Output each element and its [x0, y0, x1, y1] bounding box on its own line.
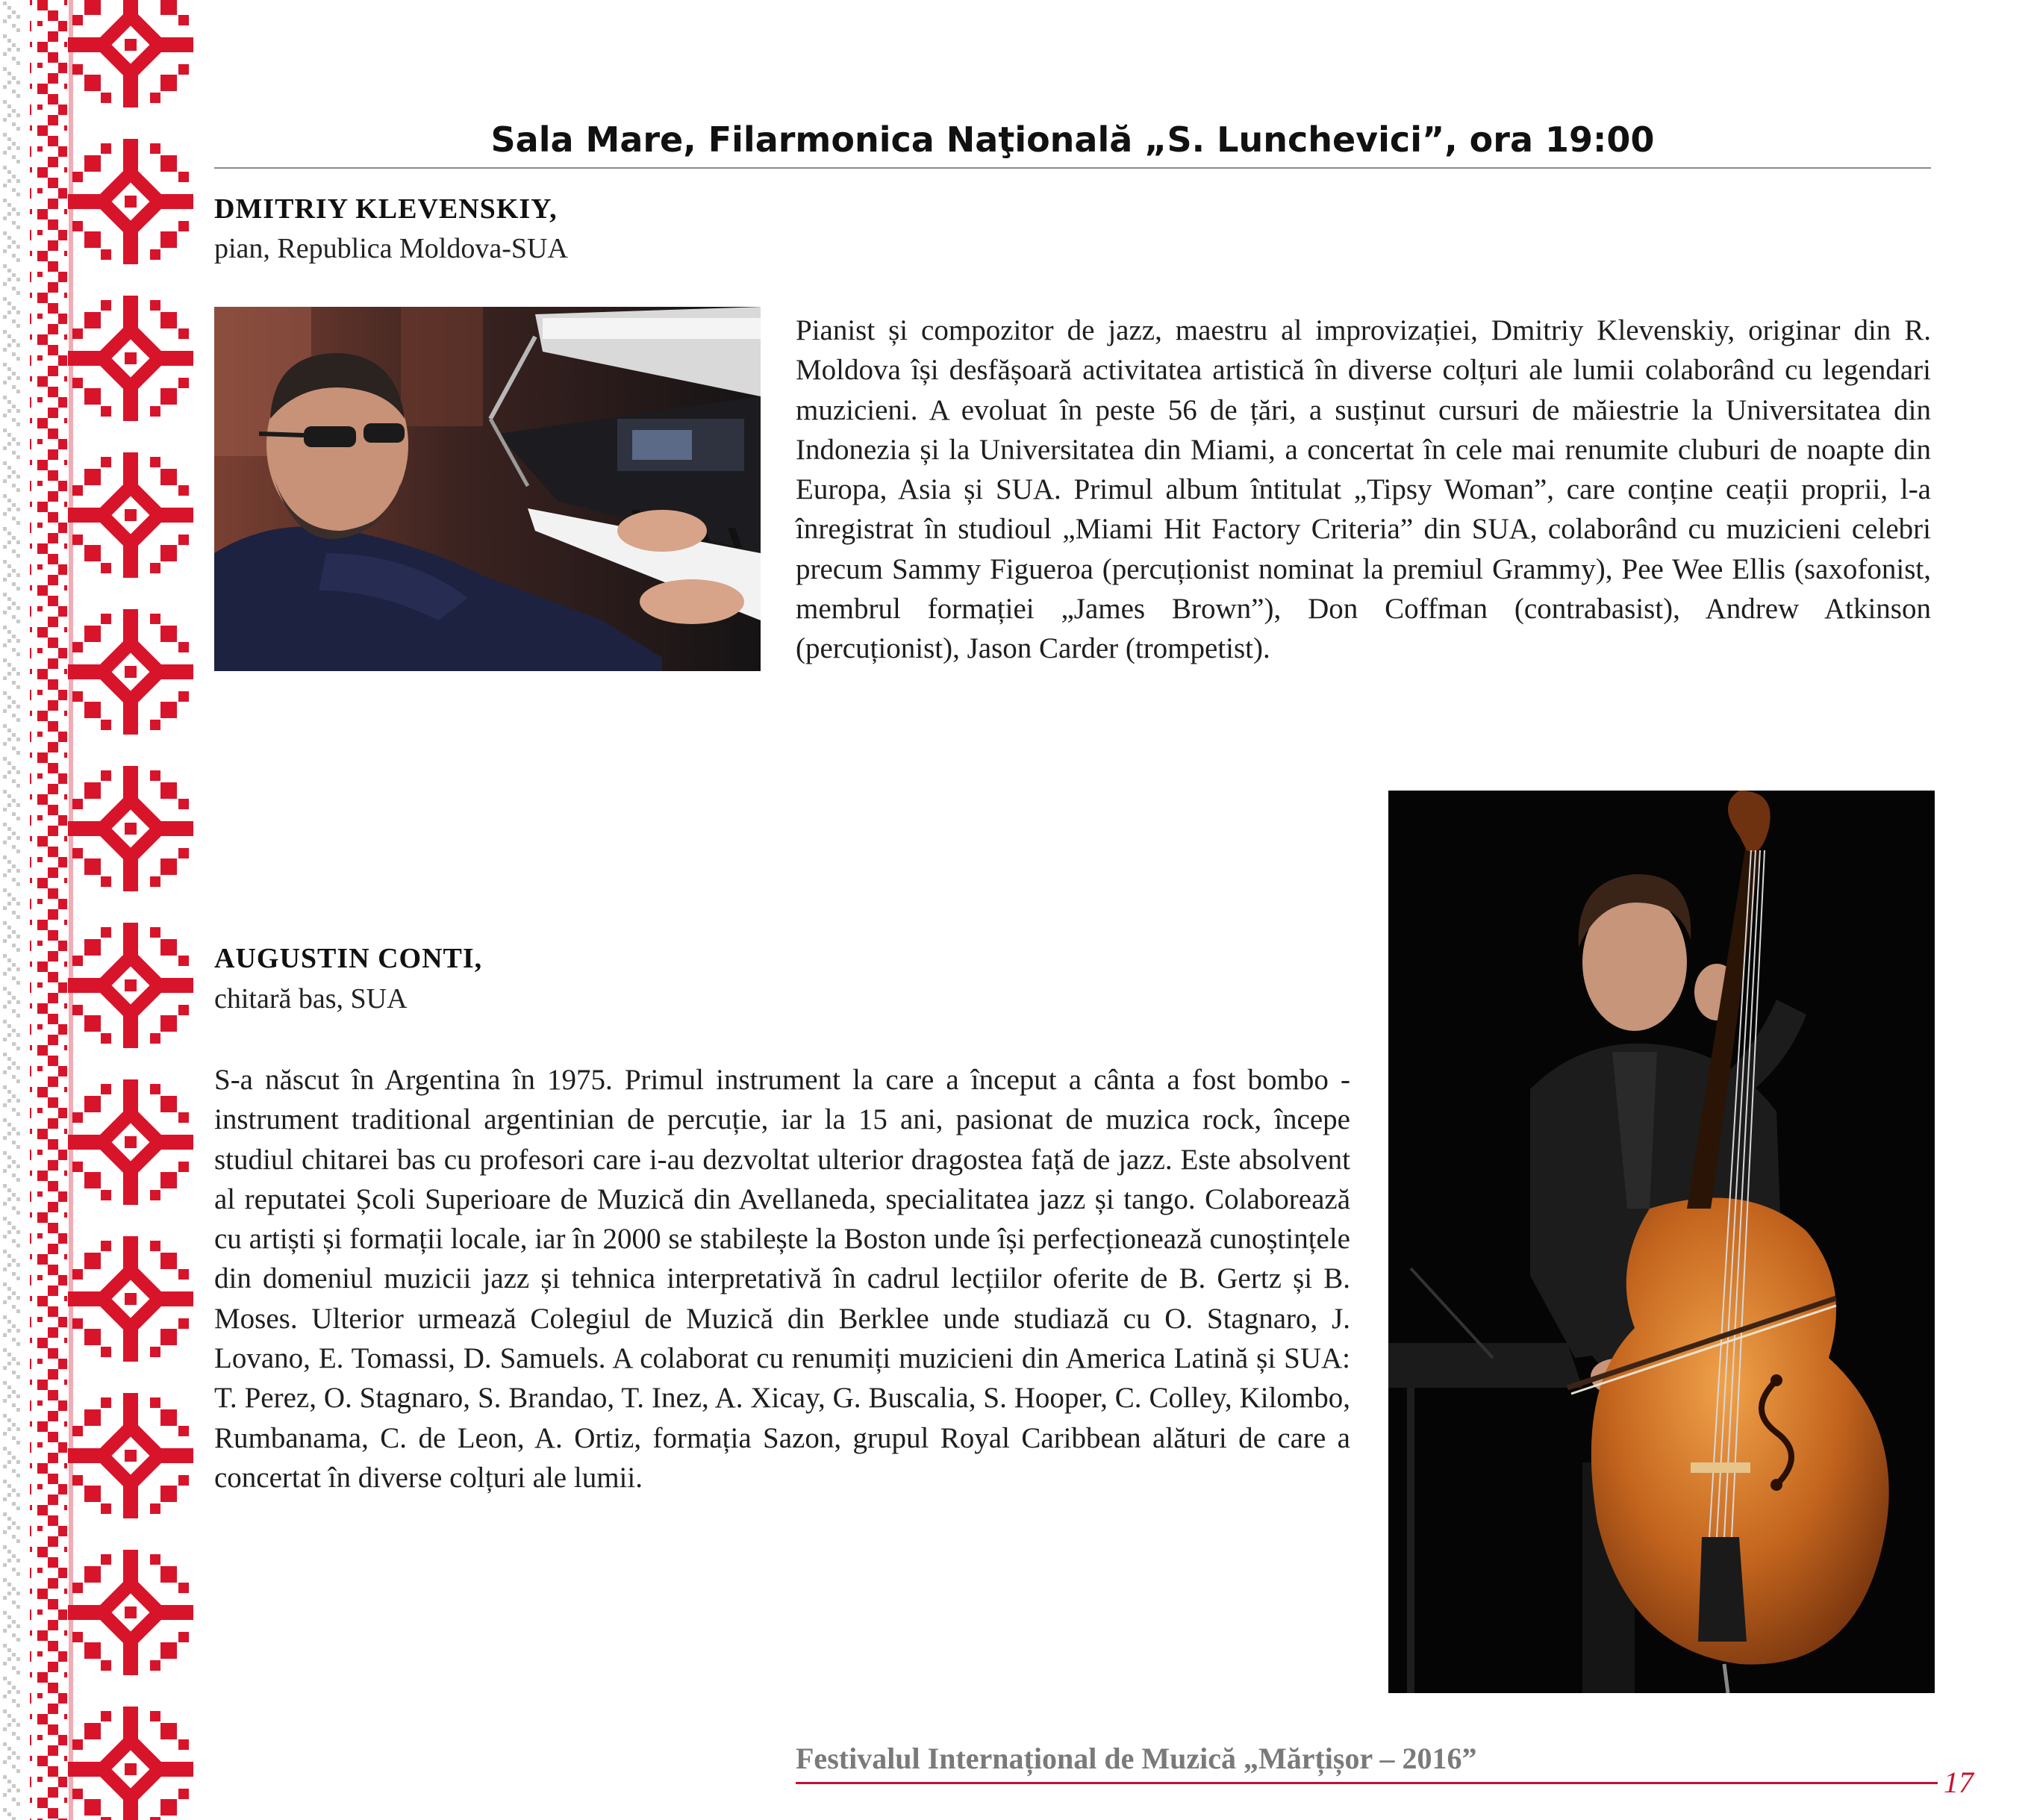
page-title: Sala Mare, Filarmonica Naţională „S. Lunchevici”, ora 19:00: [490, 119, 1655, 160]
title-divider: [214, 167, 1931, 169]
artist-role-klevenskiy: pian, Republica Moldova-SUA: [214, 233, 568, 264]
artist-bio-conti: S-a născut în Argentina în 1975. Primul instrument la care a început a cânta a fost bombo -instrument traditional argentinian de percuție, iar la 15 ani, pasionat de muzica rock, începe studiul chitarei bas cu profesori care i-au dezvoltat ulterior dragostea față de jazz. Este absolvent al reputatei Școli Superioare de Muzică din Avellaneda, specialitatea jazz și tango. Colaborează cu artiști și formații locale, iar în 2000 se stabilește la Boston unde își perfecționează cunoștințele din domeniul muzicii jazz și tehnica interpretativă în cadrul lecțiilor oferite de B. Gertz și B. Moses. Ulterior urmează Colegiul de Muzică din Berklee unde studiază cu O. Stagnaro, J. Lovano, E. Tomassi, D. Samuels. A colaborat cu renumiți muzicieni din America Latină și SUA: T. Perez, O. Stagnaro, S. Brandao, T. Inez, A. Xicay, G. Buscalia, S. Hooper, C. Colley, Kilombo, Rumbanama, C. de Leon, A. Ortiz, formația Sazon, grupul Royal Caribbean alături de care a concertat în diverse colțuri ale lumii.: [214, 1064, 1350, 1494]
artist-role-conti: chitară bas, SUA: [214, 983, 408, 1015]
artist-name-conti: AUGUSTIN CONTI,: [214, 943, 483, 974]
artist-name-klevenskiy: DMITRIY KLEVENSKIY,: [214, 193, 558, 225]
festival-footer: Festivalul Internațional de Muzică „Mărțișor – 2016”: [796, 1742, 1477, 1775]
footer-divider: [796, 1782, 1938, 1784]
page-number: 17: [1944, 1766, 1974, 1799]
photo-pianist: [214, 307, 761, 671]
embroidery-border: [0, 0, 202, 1820]
artist-bio-klevenskiy: Pianist și compozitor de jazz, maestru al improvizației, Dmitriy Klevenskiy, originar din R. Moldova își desfășoară activitatea artistică în diverse colțuri ale lumii colaborând cu legendari muzicieni. A evoluat în peste 56 de țări, a susținut cursuri de măiestrie la Universitatea din Indonezia și la Universitatea din Miami, a concertat în cele mai renumite cluburi de noapte din Europa, Asia și SUA. Primul album întitulat „Tipsy Woman”, care conține ceații proprii, l-a înregistrat în studioul „Miami Hit Factory Criteria” din SUA, colaborând cu muzicieni celebri precum Sammy Figueroa (percuționist nominat la premiul Grammy), Pee Wee Ellis (saxofonist, membrul formației „James Brown”), Don Coffman (contrabasist), Andrew Atkinson (percuționist), Jason Carder (trompetist).: [796, 314, 1931, 665]
photo-bassist: [1388, 791, 1935, 1693]
